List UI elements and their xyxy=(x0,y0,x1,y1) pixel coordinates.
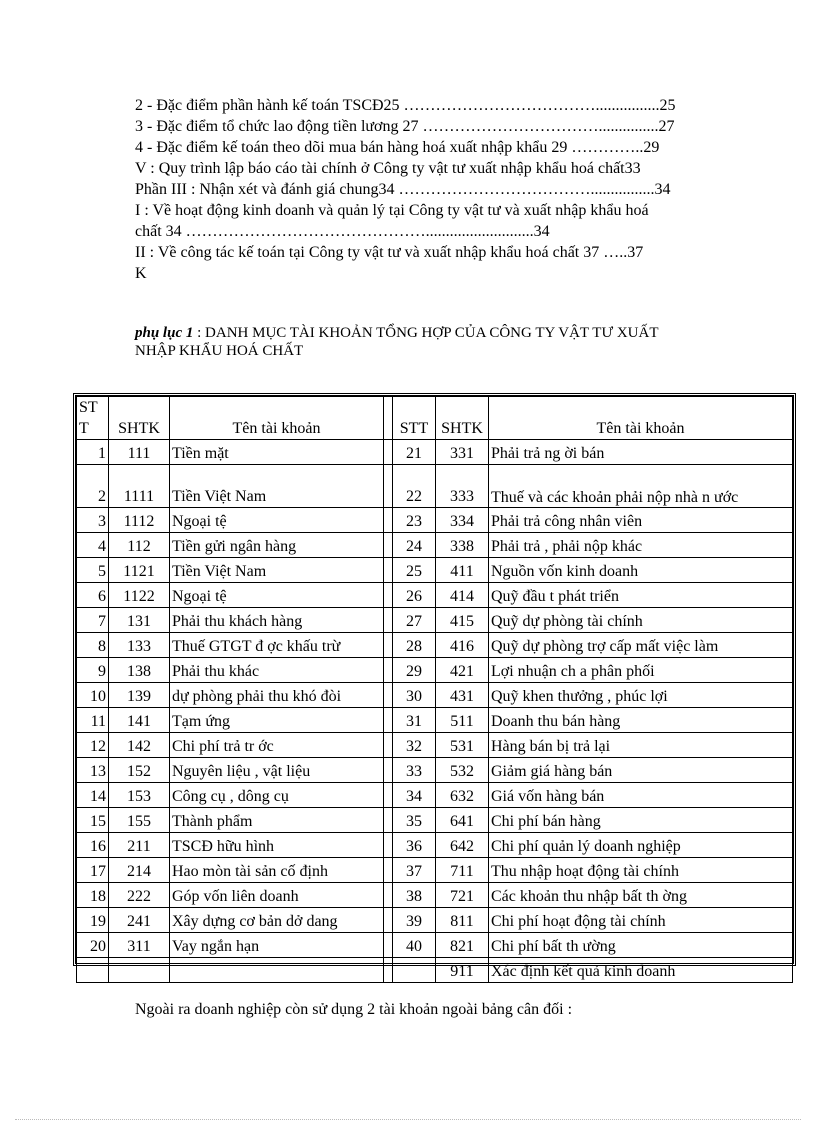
cell-shtk: 1121 xyxy=(109,558,170,583)
cell-stt: 7 xyxy=(77,608,109,633)
cell-account-name: Phải trả , phải nộp khác xyxy=(489,533,793,558)
cell-shtk: 222 xyxy=(109,883,170,908)
cell-account-name: Hàng bán bị trả lại xyxy=(489,733,793,758)
cell-shtk: 415 xyxy=(436,608,489,633)
header-name-left: Tên tài khoản xyxy=(170,397,384,440)
table-row xyxy=(77,558,793,583)
table-of-contents xyxy=(135,95,775,284)
cell-shtk: 211 xyxy=(109,833,170,858)
cell-stt: 31 xyxy=(393,708,436,733)
column-gap xyxy=(384,633,393,658)
cell-stt: 25 xyxy=(393,558,436,583)
closing-note: Ngoài ra doanh nghiệp còn sử dụng 2 tài khoản ngoài bảng cân đối : xyxy=(135,1001,573,1018)
header-shtk-left: SHTK xyxy=(109,397,170,440)
column-gap xyxy=(384,708,393,733)
table-row xyxy=(77,440,793,465)
table-header-row xyxy=(77,397,793,440)
table-row xyxy=(77,783,793,808)
cell-account-name: Vay ngắn hạn xyxy=(170,933,384,958)
appendix-title-line2: NHẬP KHẨU HOÁ CHẤT xyxy=(135,343,304,359)
cell-stt: 1 xyxy=(77,440,109,465)
cell-stt xyxy=(393,958,436,983)
cell-shtk: 241 xyxy=(109,908,170,933)
column-gap xyxy=(384,883,393,908)
column-gap xyxy=(384,958,393,983)
table-row xyxy=(77,658,793,683)
cell-stt: 5 xyxy=(77,558,109,583)
cell-account-name: Doanh thu bán hàng xyxy=(489,708,793,733)
toc-line: 4 - Đặc điểm kế toán theo dõi mua bán hàng hoá xuất nhập khẩu 29 …………..29 xyxy=(135,139,660,156)
cell-shtk: 642 xyxy=(436,833,489,858)
cell-account-name: Nguyên liệu , vật liệu xyxy=(170,758,384,783)
cell-shtk: 821 xyxy=(436,933,489,958)
cell-shtk: 112 xyxy=(109,533,170,558)
cell-stt: 30 xyxy=(393,683,436,708)
cell-stt: 6 xyxy=(77,583,109,608)
cell-shtk: 333 xyxy=(436,465,489,508)
cell-stt: 15 xyxy=(77,808,109,833)
column-gap xyxy=(384,783,393,808)
column-gap xyxy=(384,397,393,440)
header-shtk-right: SHTK xyxy=(436,397,489,440)
cell-stt: 37 xyxy=(393,858,436,883)
cell-shtk: 338 xyxy=(436,533,489,558)
column-gap xyxy=(384,833,393,858)
cell-account-name: Lợi nhuận ch a phân phối xyxy=(489,658,793,683)
column-gap xyxy=(384,608,393,633)
cell-shtk: 1112 xyxy=(109,508,170,533)
cell-stt: 38 xyxy=(393,883,436,908)
cell-account-name: Phải thu khách hàng xyxy=(170,608,384,633)
cell-account-name: Thu nhập hoạt động tài chính xyxy=(489,858,793,883)
cell-account-name: dự phòng phải thu khó đòi xyxy=(170,683,384,708)
column-gap xyxy=(384,658,393,683)
cell-stt: 26 xyxy=(393,583,436,608)
column-gap xyxy=(384,440,393,465)
cell-stt: 13 xyxy=(77,758,109,783)
table-row xyxy=(77,608,793,633)
column-gap xyxy=(384,583,393,608)
cell-account-name: Thuế GTGT đ ợc khấu trừ xyxy=(170,633,384,658)
table-row xyxy=(77,758,793,783)
cell-account-name: Quỹ đầu t phát triển xyxy=(489,583,793,608)
cell-stt: 36 xyxy=(393,833,436,858)
cell-stt: 12 xyxy=(77,733,109,758)
cell-stt: 4 xyxy=(77,533,109,558)
cell-stt: 34 xyxy=(393,783,436,808)
cell-account-name: Phải trả công nhân viên xyxy=(489,508,793,533)
cell-account-name: Chi phí trả tr ớc xyxy=(170,733,384,758)
cell-stt: 9 xyxy=(77,658,109,683)
cell-shtk: 331 xyxy=(436,440,489,465)
cell-account-name: Tiền Việt Nam xyxy=(170,558,384,583)
cell-account-name: Phải trả ng ời bán xyxy=(489,440,793,465)
header-stt-right: STT xyxy=(393,397,436,440)
cell-account-name: Góp vốn liên doanh xyxy=(170,883,384,908)
cell-stt: 11 xyxy=(77,708,109,733)
cell-shtk: 721 xyxy=(436,883,489,908)
cell-shtk: 138 xyxy=(109,658,170,683)
cell-shtk: 153 xyxy=(109,783,170,808)
cell-account-name: Chi phí bất th ường xyxy=(489,933,793,958)
cell-shtk: 139 xyxy=(109,683,170,708)
table-row xyxy=(77,958,793,983)
cell-shtk: 334 xyxy=(436,508,489,533)
cell-account-name: Ngoại tệ xyxy=(170,508,384,533)
cell-account-name: Ngoại tệ xyxy=(170,583,384,608)
header-name-right: Tên tài khoản xyxy=(489,397,793,440)
cell-stt: 20 xyxy=(77,933,109,958)
cell-stt: 24 xyxy=(393,533,436,558)
cell-account-name: Quỹ dự phòng trợ cấp mất việc làm xyxy=(489,633,793,658)
cell-account-name: Chi phí quản lý doanh nghiệp xyxy=(489,833,793,858)
column-gap xyxy=(384,758,393,783)
cell-stt: 19 xyxy=(77,908,109,933)
cell-stt: 40 xyxy=(393,933,436,958)
cell-account-name xyxy=(489,465,793,508)
cell-stt: 23 xyxy=(393,508,436,533)
cell-account-name: Xây dựng cơ bản dở dang xyxy=(170,908,384,933)
cell-stt: 33 xyxy=(393,758,436,783)
cell-shtk: 214 xyxy=(109,858,170,883)
cell-account-name: Thành phẩm xyxy=(170,808,384,833)
column-gap xyxy=(384,933,393,958)
cell-shtk: 141 xyxy=(109,708,170,733)
cell-account-name: Tạm ứng xyxy=(170,708,384,733)
cell-account-name: Giá vốn hàng bán xyxy=(489,783,793,808)
cell-account-name: Tiền gửi ngân hàng xyxy=(170,533,384,558)
cell-shtk: 416 xyxy=(436,633,489,658)
cell-shtk: 133 xyxy=(109,633,170,658)
cell-stt: 14 xyxy=(77,783,109,808)
cell-shtk: 531 xyxy=(436,733,489,758)
cell-shtk: 131 xyxy=(109,608,170,633)
cell-account-name: Phải thu khác xyxy=(170,658,384,683)
table-row xyxy=(77,908,793,933)
cell-stt: 29 xyxy=(393,658,436,683)
table-row xyxy=(77,733,793,758)
table-row xyxy=(77,583,793,608)
column-gap xyxy=(384,465,393,508)
cell-shtk: 1111 xyxy=(109,465,170,508)
cell-stt: 2 xyxy=(77,465,109,508)
column-gap xyxy=(384,733,393,758)
cell-stt: 17 xyxy=(77,858,109,883)
cell-shtk: 511 xyxy=(436,708,489,733)
cell-stt: 18 xyxy=(77,883,109,908)
cell-stt: 39 xyxy=(393,908,436,933)
cell-stt: 16 xyxy=(77,833,109,858)
cell-shtk: 811 xyxy=(436,908,489,933)
cell-stt xyxy=(77,958,109,983)
cell-account-name-text: Thuế và các khoản phải nộp nhà n ước xyxy=(491,489,739,506)
cell-shtk xyxy=(109,958,170,983)
cell-stt: 28 xyxy=(393,633,436,658)
cell-account-name xyxy=(170,958,384,983)
cell-account-name: Chi phí bán hàng xyxy=(489,808,793,833)
table-row xyxy=(77,708,793,733)
table-row xyxy=(77,883,793,908)
cell-shtk: 152 xyxy=(109,758,170,783)
cell-stt: 8 xyxy=(77,633,109,658)
table-row xyxy=(77,633,793,658)
column-gap xyxy=(384,533,393,558)
toc-line: I : Về hoạt động kinh doanh và quản lý tại Công ty vật tư và xuất nhập khẩu hoá xyxy=(135,202,649,219)
cell-shtk: 142 xyxy=(109,733,170,758)
table-row xyxy=(77,858,793,883)
column-gap xyxy=(384,908,393,933)
table-row xyxy=(77,933,793,958)
table-row xyxy=(77,465,793,508)
table-row xyxy=(77,808,793,833)
cell-account-name: TSCĐ hữu hình xyxy=(170,833,384,858)
cell-shtk: 532 xyxy=(436,758,489,783)
appendix-heading xyxy=(135,324,755,360)
toc-line: II : Về công tác kế toán tại Công ty vật tư và xuất nhập khẩu hoá chất 37 …..37 xyxy=(135,244,644,261)
toc-line: 3 - Đặc điểm tổ chức lao động tiền lương 27 ……………………………...............27 xyxy=(135,118,675,135)
table-row xyxy=(77,533,793,558)
cell-account-name: Quỹ khen thưởng , phúc lợi xyxy=(489,683,793,708)
appendix-title-line1: : DANH MỤC TÀI KHOẢN TỔNG HỢP CỦA CÔNG TY VẬT TƯ XUẤT xyxy=(193,325,659,341)
appendix-label: phụ lục 1 xyxy=(135,325,194,341)
cell-stt: 10 xyxy=(77,683,109,708)
toc-line: Phần III : Nhận xét và đánh giá chung34 ………………………………................34 xyxy=(135,181,671,198)
cell-shtk: 421 xyxy=(436,658,489,683)
cell-account-name: Công cụ , dông cụ xyxy=(170,783,384,808)
cell-account-name: Giảm giá hàng bán xyxy=(489,758,793,783)
cell-shtk: 414 xyxy=(436,583,489,608)
cell-account-name: Các khoản thu nhập bất th ờng xyxy=(489,883,793,908)
cell-account-name: Tiền Việt Nam xyxy=(170,465,384,508)
cell-shtk: 911 xyxy=(436,958,489,983)
cell-shtk: 155 xyxy=(109,808,170,833)
cell-account-name: Hao mòn tài sản cố định xyxy=(170,858,384,883)
cell-shtk: 411 xyxy=(436,558,489,583)
cell-shtk: 111 xyxy=(109,440,170,465)
table-row xyxy=(77,508,793,533)
accounts-table xyxy=(73,393,796,980)
cell-stt: 21 xyxy=(393,440,436,465)
column-gap xyxy=(384,558,393,583)
cell-stt: 27 xyxy=(393,608,436,633)
toc-line: K xyxy=(135,265,147,282)
cell-shtk: 641 xyxy=(436,808,489,833)
column-gap xyxy=(384,508,393,533)
toc-line: chất 34 ………………………………………...........................34 xyxy=(135,223,550,240)
cell-shtk: 431 xyxy=(436,683,489,708)
cell-account-name: Chi phí hoạt động tài chính xyxy=(489,908,793,933)
toc-line: V : Quy trình lập báo cáo tài chính ở Công ty vật tư xuất nhập khẩu hoá chất33 xyxy=(135,160,641,177)
cell-shtk: 632 xyxy=(436,783,489,808)
cell-account-name: Quỹ dự phòng tài chính xyxy=(489,608,793,633)
cell-stt: 3 xyxy=(77,508,109,533)
column-gap xyxy=(384,858,393,883)
column-gap xyxy=(384,683,393,708)
cell-stt: 32 xyxy=(393,733,436,758)
cell-shtk: 311 xyxy=(109,933,170,958)
table-row xyxy=(77,683,793,708)
header-stt-left: STT xyxy=(77,397,109,440)
page-bottom-divider xyxy=(15,1119,801,1120)
cell-account-name: Nguồn vốn kinh doanh xyxy=(489,558,793,583)
cell-account-name: Tiền mặt xyxy=(170,440,384,465)
cell-account-name: Xác định kết quả kinh doanh xyxy=(489,958,793,983)
cell-stt: 35 xyxy=(393,808,436,833)
toc-line: 2 - Đặc điểm phần hành kế toán TSCĐ25 ………………………………................25 xyxy=(135,97,676,114)
cell-shtk: 711 xyxy=(436,858,489,883)
cell-shtk: 1122 xyxy=(109,583,170,608)
column-gap xyxy=(384,808,393,833)
cell-stt: 22 xyxy=(393,465,436,508)
table-row xyxy=(77,833,793,858)
